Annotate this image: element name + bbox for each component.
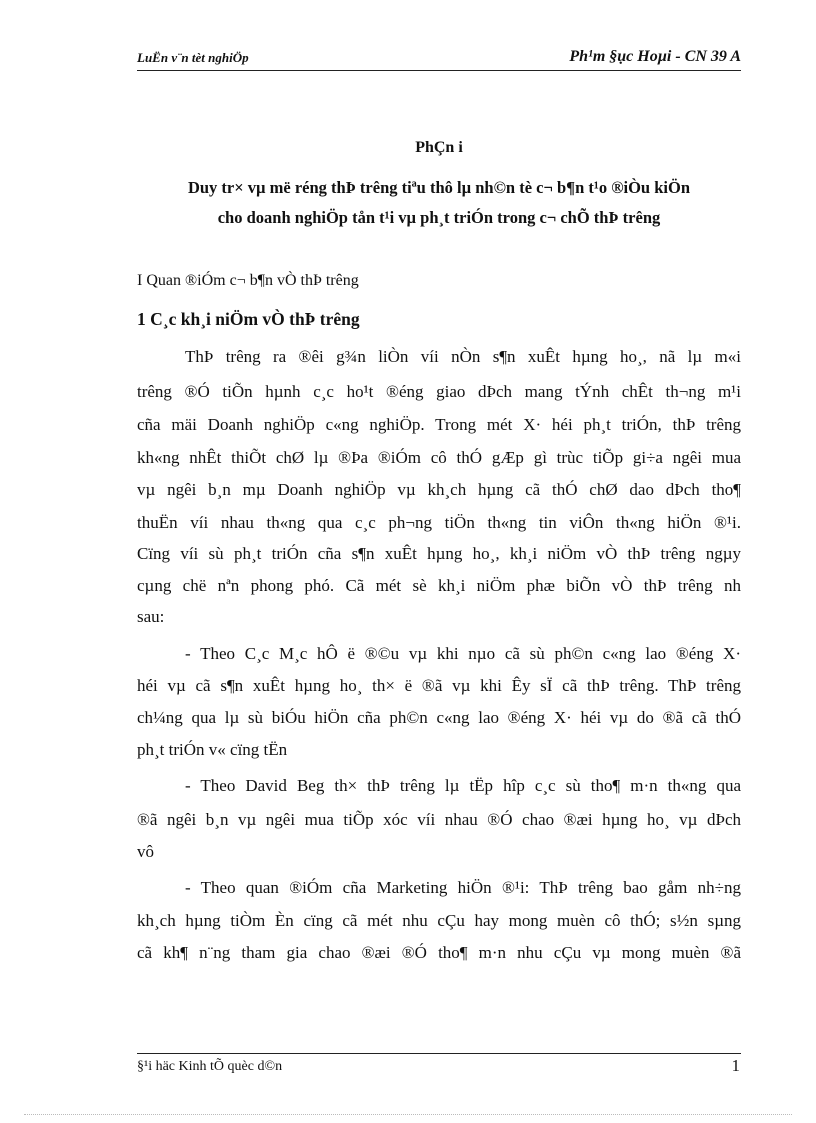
- header-left-title: LuËn v¨n tèt nghiÖp: [137, 50, 249, 65]
- body-line: cã kh¶ n¨ng tham gia chao ®æi ®Ó tho¶ m·n nhu cÇu vµ mong muèn ®ã: [137, 943, 741, 962]
- subsection-heading: 1 C¸c kh¸i niÖm vÒ thÞ trêng: [137, 309, 360, 329]
- body-line: ph¸t triÓn v« cïng tËn: [137, 740, 288, 759]
- body-line: kh¸ch hµng tiÒm Èn cïng cã mét nhu cÇu hay mong muèn cô thÓ; s½n sµng: [137, 911, 741, 930]
- body-line: ®ã ngêi b¸n vµ ngêi mua tiÕp xóc víi nhau ®Ó chao ®æi hµng ho¸ vµ dÞch: [137, 810, 741, 829]
- body-line: sau:: [137, 607, 165, 626]
- page-edge-dotted-rule: [24, 1114, 792, 1115]
- section-heading: I Quan ®iÓm c¬ b¶n vÒ thÞ trêng: [137, 272, 359, 289]
- page-number: 1: [731, 1056, 740, 1075]
- body-line: ThÞ trêng ra ®êi g¾n liÒn víi nÒn s¶n xuÊt hµng ho¸, nã lµ m«i: [185, 347, 741, 366]
- body-line: vµ ngêi b¸n mµ Doanh nghiÖp vµ kh¸ch hµng cã thÓ chØ dao dÞch tho¶: [137, 480, 741, 499]
- page-header: [137, 48, 741, 71]
- footer-institution: §¹i häc Kinh tÕ quèc d©n: [137, 1059, 283, 1074]
- part-heading: [137, 173, 741, 233]
- body-line: - Theo C¸c M¸c hÔ ë ®©u vµ khi nµo cã sù ph©n c«ng lao ®éng X·: [185, 644, 741, 663]
- body-line: vô: [137, 842, 154, 861]
- body-line: cµng chë nªn phong phó. Cã mét sè kh¸i niÖm phæ biÕn vÒ thÞ trêng nh: [137, 576, 741, 595]
- part-heading-line-1: Duy tr× vµ më réng thÞ trêng tiªu thô lµ nh©n tè c¬ b¶n t¹o ®iÒu kiÖn: [187, 178, 691, 197]
- body-line: trêng ®Ó tiÕn hµnh c¸c ho¹t ®éng giao dÞch mang tÝnh chÊt th¬ng m¹i: [137, 382, 741, 401]
- body-line: cña mäi Doanh nghiÖp c«ng nghiÖp. Trong mét X· héi ph¸t triÓn, thÞ trêng: [137, 415, 741, 434]
- body-line: Cïng víi sù ph¸t triÓn cña s¶n xuÊt hµng ho¸, kh¸i niÖm vÒ thÞ trêng ngµy: [137, 544, 741, 563]
- footer-rule: [137, 1053, 741, 1054]
- body-line: - Theo quan ®iÓm cña Marketing hiÖn ®¹i: ThÞ trêng bao gåm nh÷ng: [185, 878, 741, 897]
- part-title: PhÇn i: [415, 139, 463, 156]
- part-heading-line-2: cho doanh nghiÖp tån t¹i vµ ph¸t triÓn trong c¬ chÕ thÞ trêng: [217, 208, 661, 227]
- body-line: kh«ng nhÊt thiÕt chØ lµ ®Þa ®iÓm cô thÓ gÆp gì trùc tiÕp gi÷a ngêi mua: [137, 448, 741, 467]
- body-line: ch¼ng qua lµ sù biÓu hiÖn cña ph©n c«ng lao ®éng X· héi vµ do ®ã cã thÓ: [137, 708, 741, 727]
- header-right-author: Ph¹m §ục Hoµi - CN 39 A: [569, 48, 741, 65]
- body-line: thuËn víi nhau th«ng qua c¸c ph¬ng tiÖn th«ng tin viÔn th«ng hiÖn ®¹i.: [137, 513, 741, 532]
- body-line: - Theo David Beg th× thÞ trêng lµ tËp hîp c¸c sù tho¶ m·n th«ng qua: [185, 776, 741, 795]
- body-line: héi vµ cã s¶n xuÊt hµng ho¸ th× ë ®ã vµ khi Êy sÏ cã thÞ trêng. ThÞ trêng: [137, 676, 741, 695]
